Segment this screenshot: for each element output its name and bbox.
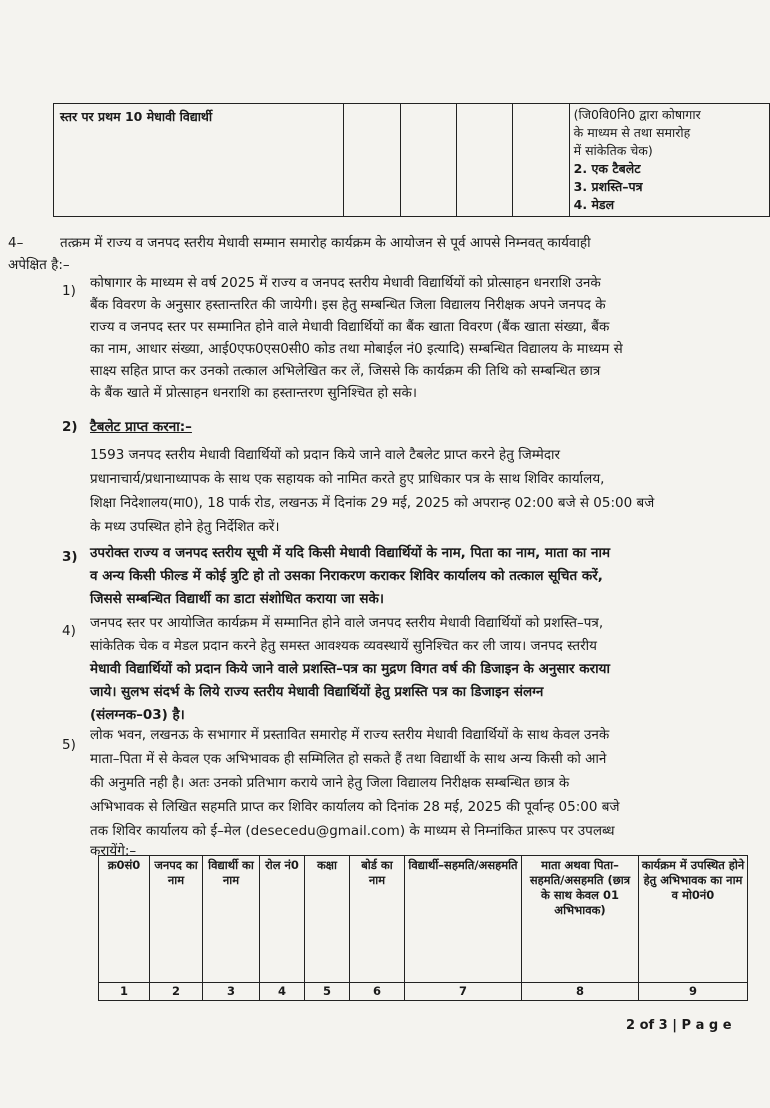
col-number: 9 bbox=[639, 983, 748, 1001]
col-number: 2 bbox=[150, 983, 203, 1001]
point-4-line: जनपद स्तर पर आयोजित कार्यक्रम में सम्मानित होने वाले जनपद स्तरीय मेधावी विद्यार्थियों को प्रशस्ति–पत्र, bbox=[90, 615, 604, 631]
point-4-line: जाये। सुलभ संदर्भ के लिये राज्य स्तरीय मेधावी विद्यार्थियों हेतु प्रशस्ति पत्र का डिजाइन संलग्न bbox=[90, 684, 544, 700]
point-5-line: अभिभावक से लिखित सहमति प्राप्त कर शिविर कार्यालय को दिनांक 28 मई, 2025 की पूर्वान्ह 05:00 बजे bbox=[90, 799, 620, 815]
col-header: क्र0सं0 bbox=[99, 856, 150, 983]
point-4-line: (संलग्नक–03) है। bbox=[90, 707, 185, 723]
award-table bbox=[53, 103, 770, 217]
point-1-line: के बैंक खाते में प्रोत्साहन धनराशि का हस्तान्तरण सुनिश्चित हो सके। bbox=[90, 385, 417, 401]
point-1-line: राज्य व जनपद स्तर पर सम्मानित होने वाले मेधावी विद्यार्थियों का बैंक खाता विवरण (बैंक खाता संख्या, बैंक bbox=[90, 319, 610, 335]
point-2-line: शिक्षा निदेशालय(मा0), 18 पार्क रोड, लखनऊ में दिनांक 29 मई, 2025 को अपरान्ह 02:00 बजे से 05:00 बजे bbox=[90, 495, 655, 511]
point-4-line: सांकेतिक चेक व मेडल प्रदान करने हेतु समस्त आवश्यक व्यवस्थायें सुनिश्चित कर ली जाय। जनपद स्तरीय bbox=[90, 638, 597, 654]
point-5-line: करायेंगे:– bbox=[90, 843, 137, 859]
point-1-line: का नाम, आधार संख्या, आई0एफ0एस0सी0 कोड तथा मोबाईल नं0 इत्यादि) सम्बन्धित विद्यालय के माध्यम से bbox=[90, 341, 623, 357]
point-number: 3) bbox=[62, 549, 78, 565]
point-number: 2) bbox=[62, 419, 78, 435]
col-number: 8 bbox=[522, 983, 639, 1001]
col-number: 4 bbox=[260, 983, 305, 1001]
col-number: 5 bbox=[305, 983, 350, 1001]
col-header: रोल नं0 bbox=[260, 856, 305, 983]
col-number: 3 bbox=[203, 983, 260, 1001]
section-intro-line2: अपेक्षित है:– bbox=[8, 257, 70, 273]
point-2-line: प्रधानाचार्य/प्रधानाध्यापक के साथ एक सहायक को नामित करते हुए प्राधिकार पत्र के साथ शिविर कार्यालय, bbox=[90, 471, 605, 487]
page-footer: 2 of 3 | P a g e bbox=[626, 1018, 732, 1033]
point-3-line: व अन्य किसी फील्ड में कोई त्रुटि हो तो उसका निराकरण कराकर शिविर कार्यालय को तत्काल सूचित करें, bbox=[90, 568, 603, 584]
point-5-line: लोक भवन, लखनऊ के सभागार में प्रस्तावित समारोह में राज्य स्तरीय मेधावी विद्यार्थियों के साथ केवल उनके bbox=[90, 727, 610, 743]
col-number: 1 bbox=[99, 983, 150, 1001]
section-intro-line1: तत्क्रम में राज्य व जनपद स्तरीय मेधावी सम्मान समारोह कार्यक्रम के आयोजन से पूर्व आपसे निम्नवत् कार्यवाही bbox=[60, 235, 591, 251]
award-row-label: स्तर पर प्रथम 10 मेधावी विद्यार्थी bbox=[54, 104, 344, 217]
award-items-cell: (जि0वि0नि0 द्वारा कोषागार के माध्यम से तथा समारोह में सांकेतिक चेक) 2. एक टैबलेट 3. प्रशस्ति–पत्र 4. मेडल bbox=[569, 104, 769, 217]
point-1-line: साक्ष्य सहित प्राप्त कर उनको तत्काल अभिलेखित कर लें, जिससे कि कार्यक्रम की तिथि को सम्बन्धित छात्र bbox=[90, 363, 601, 379]
point-2-heading: टैबलेट प्राप्त करना:– bbox=[90, 419, 192, 435]
point-3-line: जिससे सम्बन्धित विद्यार्थी का डाटा संशोधित कराया जा सके। bbox=[90, 591, 384, 607]
section-number: 4– bbox=[8, 235, 24, 251]
col-number: 7 bbox=[405, 983, 522, 1001]
col-header: जनपद का नाम bbox=[150, 856, 203, 983]
col-number: 6 bbox=[350, 983, 405, 1001]
col-header: विद्यार्थी का नाम bbox=[203, 856, 260, 983]
col-header: माता अथवा पिता–सहमति/असहमति (छात्र के साथ केवल 01 अभिभावक) bbox=[522, 856, 639, 983]
point-3-line: उपरोक्त राज्य व जनपद स्तरीय सूची में यदि किसी मेधावी विद्यार्थियों के नाम, पिता का नाम, माता का नाम bbox=[90, 545, 611, 561]
point-number: 5) bbox=[62, 737, 76, 753]
point-5-line: की अनुमति नही है। अतः उनको प्रतिभाग कराये जाने हेतु जिला विद्यालय निरीक्षक सम्बन्धित छात्र के bbox=[90, 775, 570, 791]
point-5-line: तक शिविर कार्यालय को ई–मेल (desecedu@gmail.com) के माध्यम से निम्नांकित प्रारूप पर उपलब्ध bbox=[90, 823, 615, 839]
point-number: 4) bbox=[62, 623, 76, 639]
point-1-line: कोषागार के माध्यम से वर्ष 2025 में राज्य व जनपद स्तरीय मेधावी विद्यार्थियों को प्रोत्साहन धनराशि उनके bbox=[90, 275, 601, 291]
col-header: बोर्ड का नाम bbox=[350, 856, 405, 983]
col-header: कार्यक्रम में उपस्थित होने हेतु अभिभावक का नाम व मो0नं0 bbox=[639, 856, 748, 983]
point-2-line: के मध्य उपस्थित होने हेतु निर्देशित करें। bbox=[90, 519, 280, 535]
point-5-line: माता–पिता में से केवल एक अभिभावक ही सम्मिलित हो सकते हैं तथा विद्यार्थी के साथ अन्य किसी को आने bbox=[90, 751, 607, 767]
proforma-table bbox=[98, 855, 748, 1001]
col-header: विद्यार्थी–सहमति/असहमति bbox=[405, 856, 522, 983]
point-1-line: बैंक विवरण के अनुसार हस्तान्तरित की जायेगी। इस हेतु सम्बन्धित जिला विद्यालय निरीक्षक अपने जनपद के bbox=[90, 297, 606, 313]
col-header: कक्षा bbox=[305, 856, 350, 983]
point-4-line: मेधावी विद्यार्थियों को प्रदान किये जाने वाले प्रशस्ति–पत्र का मुद्रण विगत वर्ष की डिजाइन के अनुसार कराया bbox=[90, 661, 610, 677]
point-number: 1) bbox=[62, 283, 76, 299]
point-2-line: 1593 जनपद स्तरीय मेधावी विद्यार्थियों को प्रदान किये जाने वाले टैबलेट प्राप्त करने हेतु जिम्मेदार bbox=[90, 447, 561, 463]
